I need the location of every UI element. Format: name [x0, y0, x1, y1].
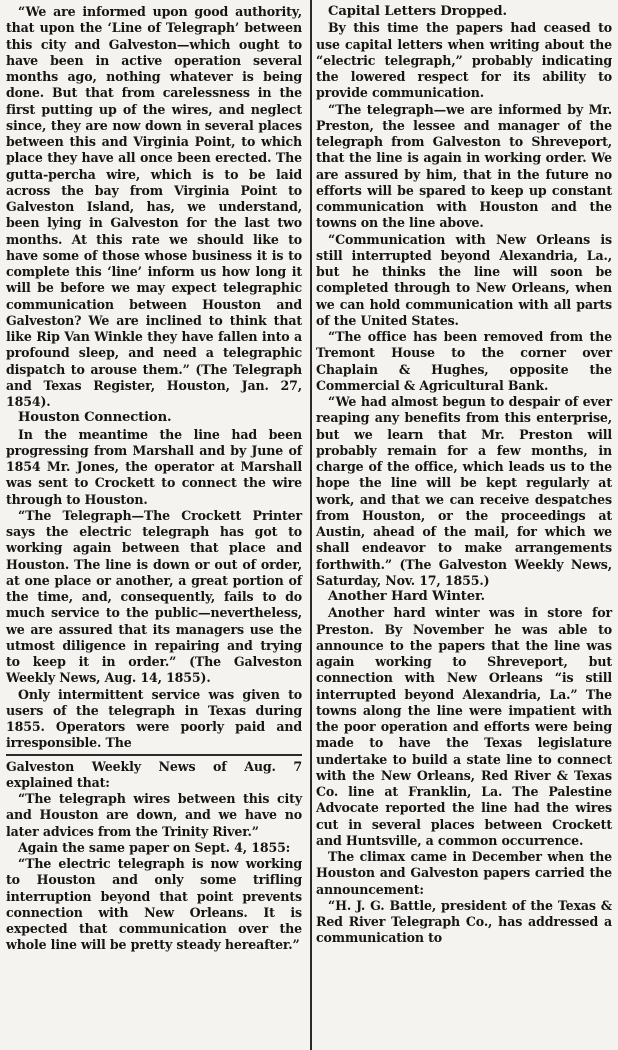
- paragraph: “We had almost begun to despair of ever reaping any benefits from this enterprise, but we learn that Mr. Preston will probably remain for a few months, in charge of the office, which leads us to the hope the line will be kept regularly at work, and that we can receive despatches from Houston, or the proceedings at Austin, ahead of the mail, for which we shall endeavor to make arrangements forthwith.” (The Galveston Weekly News, Saturday, Nov. 17, 1855.): [316, 394, 612, 588]
- horizontal-rule: [6, 754, 302, 756]
- paragraph: “Communication with New Orleans is still interrupted beyond Alexandria, La., but he thinks the line will soon be completed through to New Orleans, when we can hold communication with all parts of the United States.: [316, 231, 612, 328]
- paragraph: Galveston Weekly News of Aug. 7 explained that:: [6, 758, 302, 790]
- paragraph: By this time the papers had ceased to use capital letters when writing about the “electric telegraph,” probably indicating the lowered respect for its ability to provide communication.: [316, 20, 612, 101]
- paragraph: “The telegraph—we are informed by Mr. Preston, the lessee and manager of the telegraph from Galveston to Shreveport, that the line is again in working order. We are assured by him, that in the future no efforts will be spared to keep up constant communication with Houston and the towns on the line above.: [316, 101, 612, 231]
- column-divider: [310, 0, 312, 1050]
- section-heading: Capital Letters Dropped.: [328, 4, 507, 19]
- paragraph: “The telegraph wires between this city and Houston are down, and we have no later advices from the Trinity River.”: [6, 791, 302, 839]
- right-column: [316, 4, 612, 947]
- paragraph: The climax came in December when the Houston and Galveston papers carried the announcement:: [316, 849, 612, 897]
- paragraph: Again the same paper on Sept. 4, 1855:: [18, 839, 291, 855]
- left-column: [6, 4, 302, 954]
- paragraph: Another hard winter was in store for Preston. By November he was able to announce to the papers that the line was again working to Shreveport, but connection with New Orleans “is still interrupted beyond Alexandria, La.” The towns along the line were impatient with the poor operation and efforts were being made to have the Texas legislature undertake to build a state line to connect with the New Orleans, Red River & Texas Co. line at Franklin, La. The Palestine Advocate reported the line had the wires cut in several places between Crockett and Huntsville, a common occurrence.: [316, 605, 612, 848]
- section-heading: Another Hard Winter.: [328, 589, 485, 604]
- paragraph: “H. J. G. Battle, president of the Texas & Red River Telegraph Co., has addressed a communication to: [316, 897, 612, 946]
- section-heading: Houston Connection.: [18, 410, 172, 426]
- paragraph: “We are informed upon good authority, that upon the ‘Line of Telegraph’ between this city and Galveston—which ought to have been in active operation several months ago, nothing whatever is being done. But that from carelessness in the first putting up of the wires, and neglect since, they are now down in several places between this and Virginia Point, to which place they have all once been erected. The gutta-percha wire, which is to be laid across the bay from Virginia Point to Galveston Island, has, we understand, been lying in Galveston for the last two months. At this rate we should like to have some of those whose business it is to complete this ‘line’ inform us how long it will be before we may expect telegraphic communication between Houston and Galveston? We are inclined to think that like Rip Van Winkle they have fallen into a profound sleep, and need a telegraphic dispatch to arouse them.” (The Telegraph and Texas Register, Houston, Jan. 27, 1854).: [6, 4, 302, 409]
- paragraph: In the meantime the line had been progressing from Marshall and by June of 1854 Mr. Jones, the operator at Marshall was sent to Crockett to connect the wire through to Houston.: [6, 426, 302, 507]
- paragraph: “The Telegraph—The Crockett Printer says the electric telegraph has got to working again between that place and Houston. The line is down or out of order, at one place or another, a great portion of the time, and, consequently, fails to do much service to the public—nevertheless, we are assured that its managers use the utmost diligence in repairing and trying to keep it in order.” (The Galveston Weekly News, Aug. 14, 1855).: [6, 507, 302, 686]
- paragraph: Only intermittent service was given to users of the telegraph in Texas during 1855. Operators were poorly paid and irresponsible. The: [6, 686, 302, 751]
- paragraph: “The electric telegraph is now working to Houston and only some trifling interruption beyond that point prevents connection with New Orleans. It is expected that communication over the whole line will be pretty steady hereafter.”: [6, 856, 302, 953]
- paragraph: “The office has been removed from the Tremont House to the corner over Chaplain & Hughes, opposite the Commercial & Agricultural Bank.: [316, 329, 612, 393]
